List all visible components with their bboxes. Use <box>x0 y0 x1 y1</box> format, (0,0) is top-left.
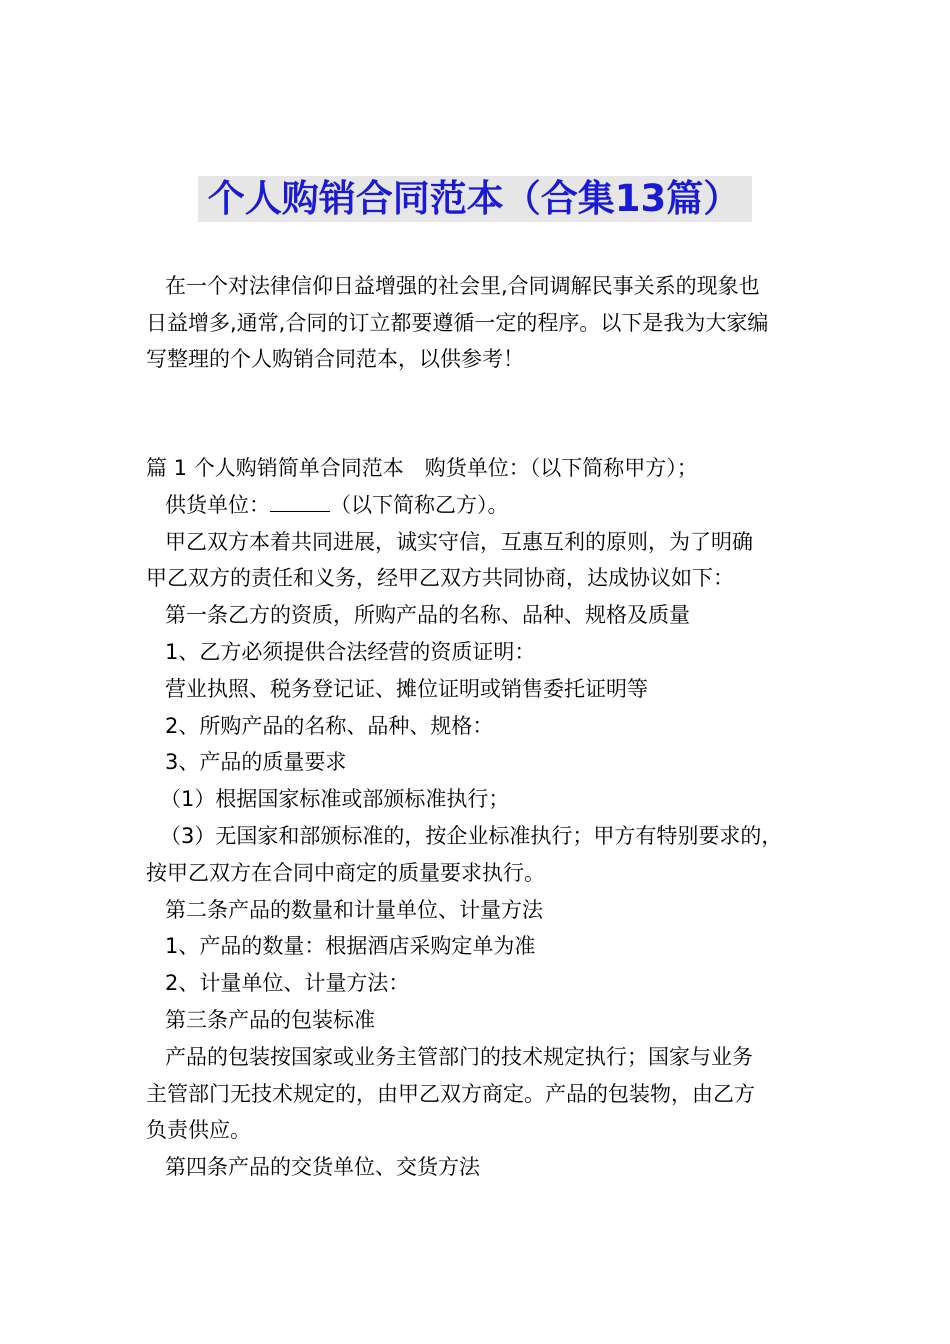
article-heading: 第四条产品的交货单位、交货方法 <box>165 1155 480 1180</box>
body-line: 主管部门无技术规定的，由甲乙双方商定。产品的包装物，由乙方 <box>146 1081 755 1106</box>
body-line: 按甲乙双方在合同中商定的质量要求执行。 <box>146 860 545 885</box>
body-line: 2、所购产品的名称、品种、规格： <box>165 713 494 738</box>
body-line: 负责供应。 <box>146 1118 251 1143</box>
body-line: 1、产品的数量：根据酒店采购定单为准 <box>165 934 536 959</box>
title-container <box>0 176 950 222</box>
section-heading: 篇 1 个人购销简单合同范本 购货单位：（以下简称甲方）； <box>146 456 698 480</box>
contract-body <box>146 450 836 1186</box>
intro-line: 日益增多,通常,合同的订立都要遵循一定的程序。以下是我为大家编 <box>146 310 769 335</box>
document-title: 个人购销合同范本（合集13篇） <box>198 176 753 222</box>
article-heading: 第二条产品的数量和计量单位、计量方法 <box>165 897 543 922</box>
body-line: 产品的包装按国家或业务主管部门的技术规定执行；国家与业务 <box>165 1044 753 1069</box>
intro-paragraph <box>146 268 818 378</box>
intro-line: 在一个对法律信仰日益增强的社会里,合同调解民事关系的现象也 <box>165 274 760 298</box>
body-line: （3）无国家和部颁标准的，按企业标准执行；甲方有特别要求的， <box>160 823 783 848</box>
body-line: 2、计量单位、计量方法： <box>165 971 410 996</box>
supplier-line <box>146 487 836 524</box>
body-line: 甲乙双方本着共同进展，诚实守信，互惠互利的原则，为了明确 <box>165 529 753 554</box>
body-line: （1）根据国家标准或部颁标准执行； <box>160 787 510 812</box>
article-heading: 第一条乙方的资质，所购产品的名称、品种、规格及质量 <box>165 603 690 628</box>
intro-line: 写整理的个人购销合同范本，以供参考！ <box>146 347 524 371</box>
body-line: 甲乙双方的责任和义务，经甲乙双方共同协商，达成协议如下： <box>146 566 734 591</box>
article-heading: 第三条产品的包装标准 <box>165 1007 375 1032</box>
blank-underline <box>270 491 330 512</box>
body-line: 营业执照、税务登记证、摊位证明或销售委托证明等 <box>165 676 648 701</box>
body-line: 1、乙方必须提供合法经营的资质证明： <box>165 639 536 664</box>
supplier-note: （以下简称乙方）。 <box>330 492 509 517</box>
supplier-label: 供货单位： <box>165 492 270 517</box>
body-line: 3、产品的质量要求 <box>165 750 347 775</box>
